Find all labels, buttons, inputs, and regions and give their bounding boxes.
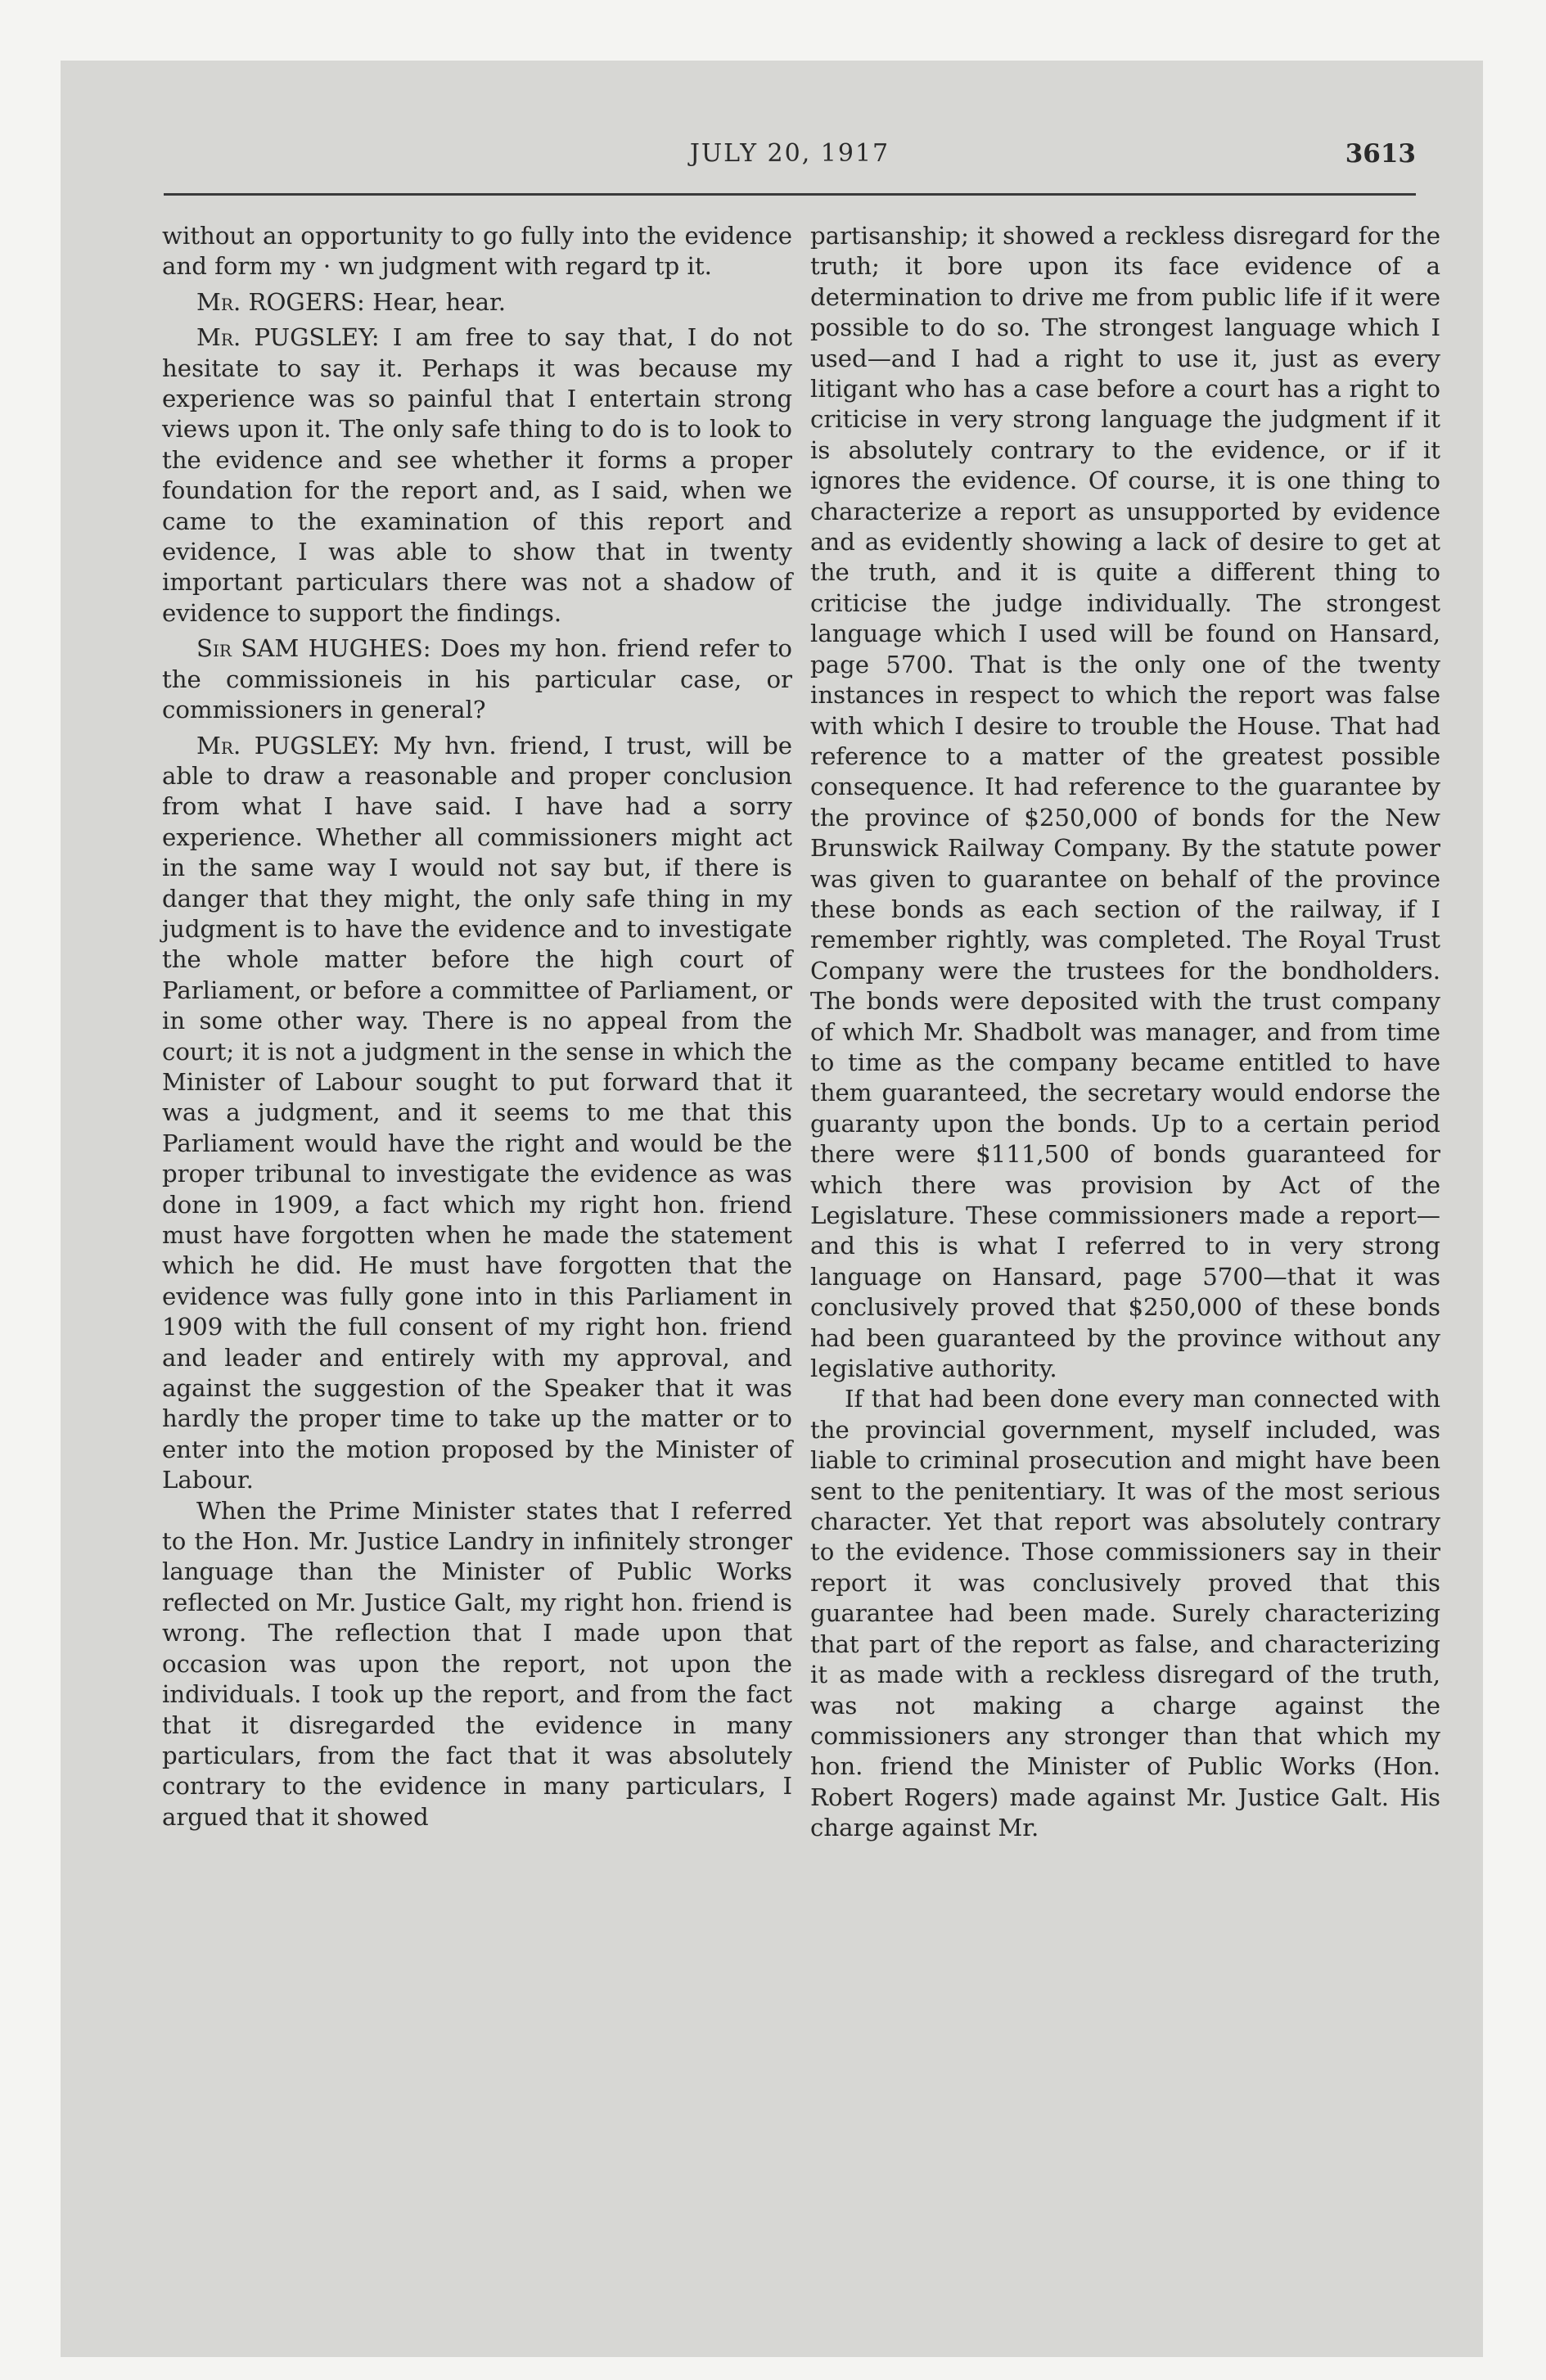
paragraph: Mr. ROGERS: Hear, hear. (196, 287, 507, 316)
paragraph: Mr. PUGSLEY: I am free to say that, I do not hesitate to say it. Perhaps it was because my experience was so painful that I entertain strong views upon it. The only safe thing to do is to look to the evidence and see whether it forms a proper foundation for the report and, as I said, when we came to the examination of this report and evidence, I was able to show that in twenty important particulars there was not a shadow of evidence to support the findings. (162, 323, 793, 627)
speaker-name: Sir SAM HUGHES: (196, 634, 431, 663)
running-head (164, 139, 1416, 180)
right-column (810, 221, 1440, 1844)
page-date: JULY 20, 1917 (689, 139, 890, 168)
speaker-name: Mr. ROGERS: (196, 287, 365, 316)
paragraph: If that had been done every man connected with the provincial government, myself included, was liable to criminal prosecution and might have been sent to the penitentiary. It was of the most serious character. Yet that report was absolutely contrary to the evidence. Those commissioners say in their report it was conclusively proved that this guarantee had been made. Surely characterizing that part of the report as false, and characterizing it as made with a reckless disregard of the truth, was not making a charge against the commissioners any stronger than that which my hon. friend the Minister of Public Works (Hon. Robert Rogers) made against Mr. Justice Galt. His charge against Mr. (810, 1385, 1440, 1842)
page-number: 3613 (1345, 139, 1416, 169)
paragraph: Sir SAM HUGHES: Does my hon. friend refer to the commissioneis in his particular case, or commissioners in general? (162, 634, 792, 724)
left-column (162, 221, 792, 1832)
paragraph: partisanship; it showed a reckless disregard for the truth; it bore upon its face evidence of a determination to drive me from public life if it were possible to do so. The strongest language which I used—and I had a right to use it, just as every litigant who has a case before a court has a right to criticise in very strong language the judgment if it is absolutely contrary to the evidence, or if it ignores the evidence. Of course, it is one thing to characterize a report as unsupported by evidence and as evidently showing a lack of desire to get at the truth, and it is quite a different thing to criticise the judge individually. The strongest language which I used will be found on Hansard, page 5700. That is the only one of the twenty instances in respect to which the report was false with which I desire to trouble the House. That had reference to a matter of the greatest possible consequence. It had reference to the guarantee by the province of $250,000 of bonds for the New Brunswick Railway Company. By the statute power was given to guarantee on behalf of the province these bonds as each section of the railway, if I remember rightly, was completed. The Royal Trust Company were the trustees for the bondholders. The bonds were deposited with the trust company of which Mr. Shadbolt was manager, and from time to time as the company became entitled to have them guaranteed, the secretary would endorse the guaranty upon the bonds. Up to a certain period there were $111,500 of bonds guaranteed for which there was provision by Act of the Legislature. These commissioners made a report—and this is what I referred to in very strong language on Hansard, page 5700—that it was conclusively proved that $250,000 of these bonds had been guaranteed by the province without any legislative authority. (810, 222, 1440, 1383)
paragraph: Mr. PUGSLEY: My hvn. friend, I trust, will be able to draw a reasonable and proper conclusion from what I have said. I have had a sorry experience. Whether all commissioners might act in the same way I would not say but, if there is danger that they might, the only safe thing in my judgment is to have the evidence and to investigate the whole matter before the high court of Parliament, or before a committee of Parliament, or in some other way. There is no appeal from the court; it is not a judgment in the sense in which the Minister of Labour sought to put forward that it was a judgment, and it seems to me that this Parliament would have the right and would be the proper tribunal to investigate the evidence as was done in 1909, a fact which my right hon. friend must have forgotten when he made the statement which he did. He must have forgotten that the evidence was fully gone into in this Parliament in 1909 with the full consent of my right hon. friend and leader and entirely with my approval, and against the suggestion of the Speaker that it was hardly the proper time to take up the matter or to enter into the motion proposed by the Minister of Labour. (162, 731, 793, 1494)
speaker-name: Mr. PUGSLEY: (196, 323, 380, 352)
speaker-name: Mr. PUGSLEY: (196, 731, 380, 760)
paragraph: without an opportunity to go fully into the evidence and form my · wn judgment with regard tp it. (162, 222, 792, 281)
header-rule (164, 193, 1416, 196)
paragraph: When the Prime Minister states that I referred to the Hon. Mr. Justice Landry in infinitely stronger language than the Minister of Public Works reflected on Mr. Justice Galt, my right hon. friend is wrong. The reflection that I made upon that occasion was upon the report, not upon the individuals. I took up the report, and from the fact that it disregarded the evidence in many particulars, from the fact that it was absolutely contrary to the evidence in many particulars, I argued that it showed (162, 1496, 792, 1831)
